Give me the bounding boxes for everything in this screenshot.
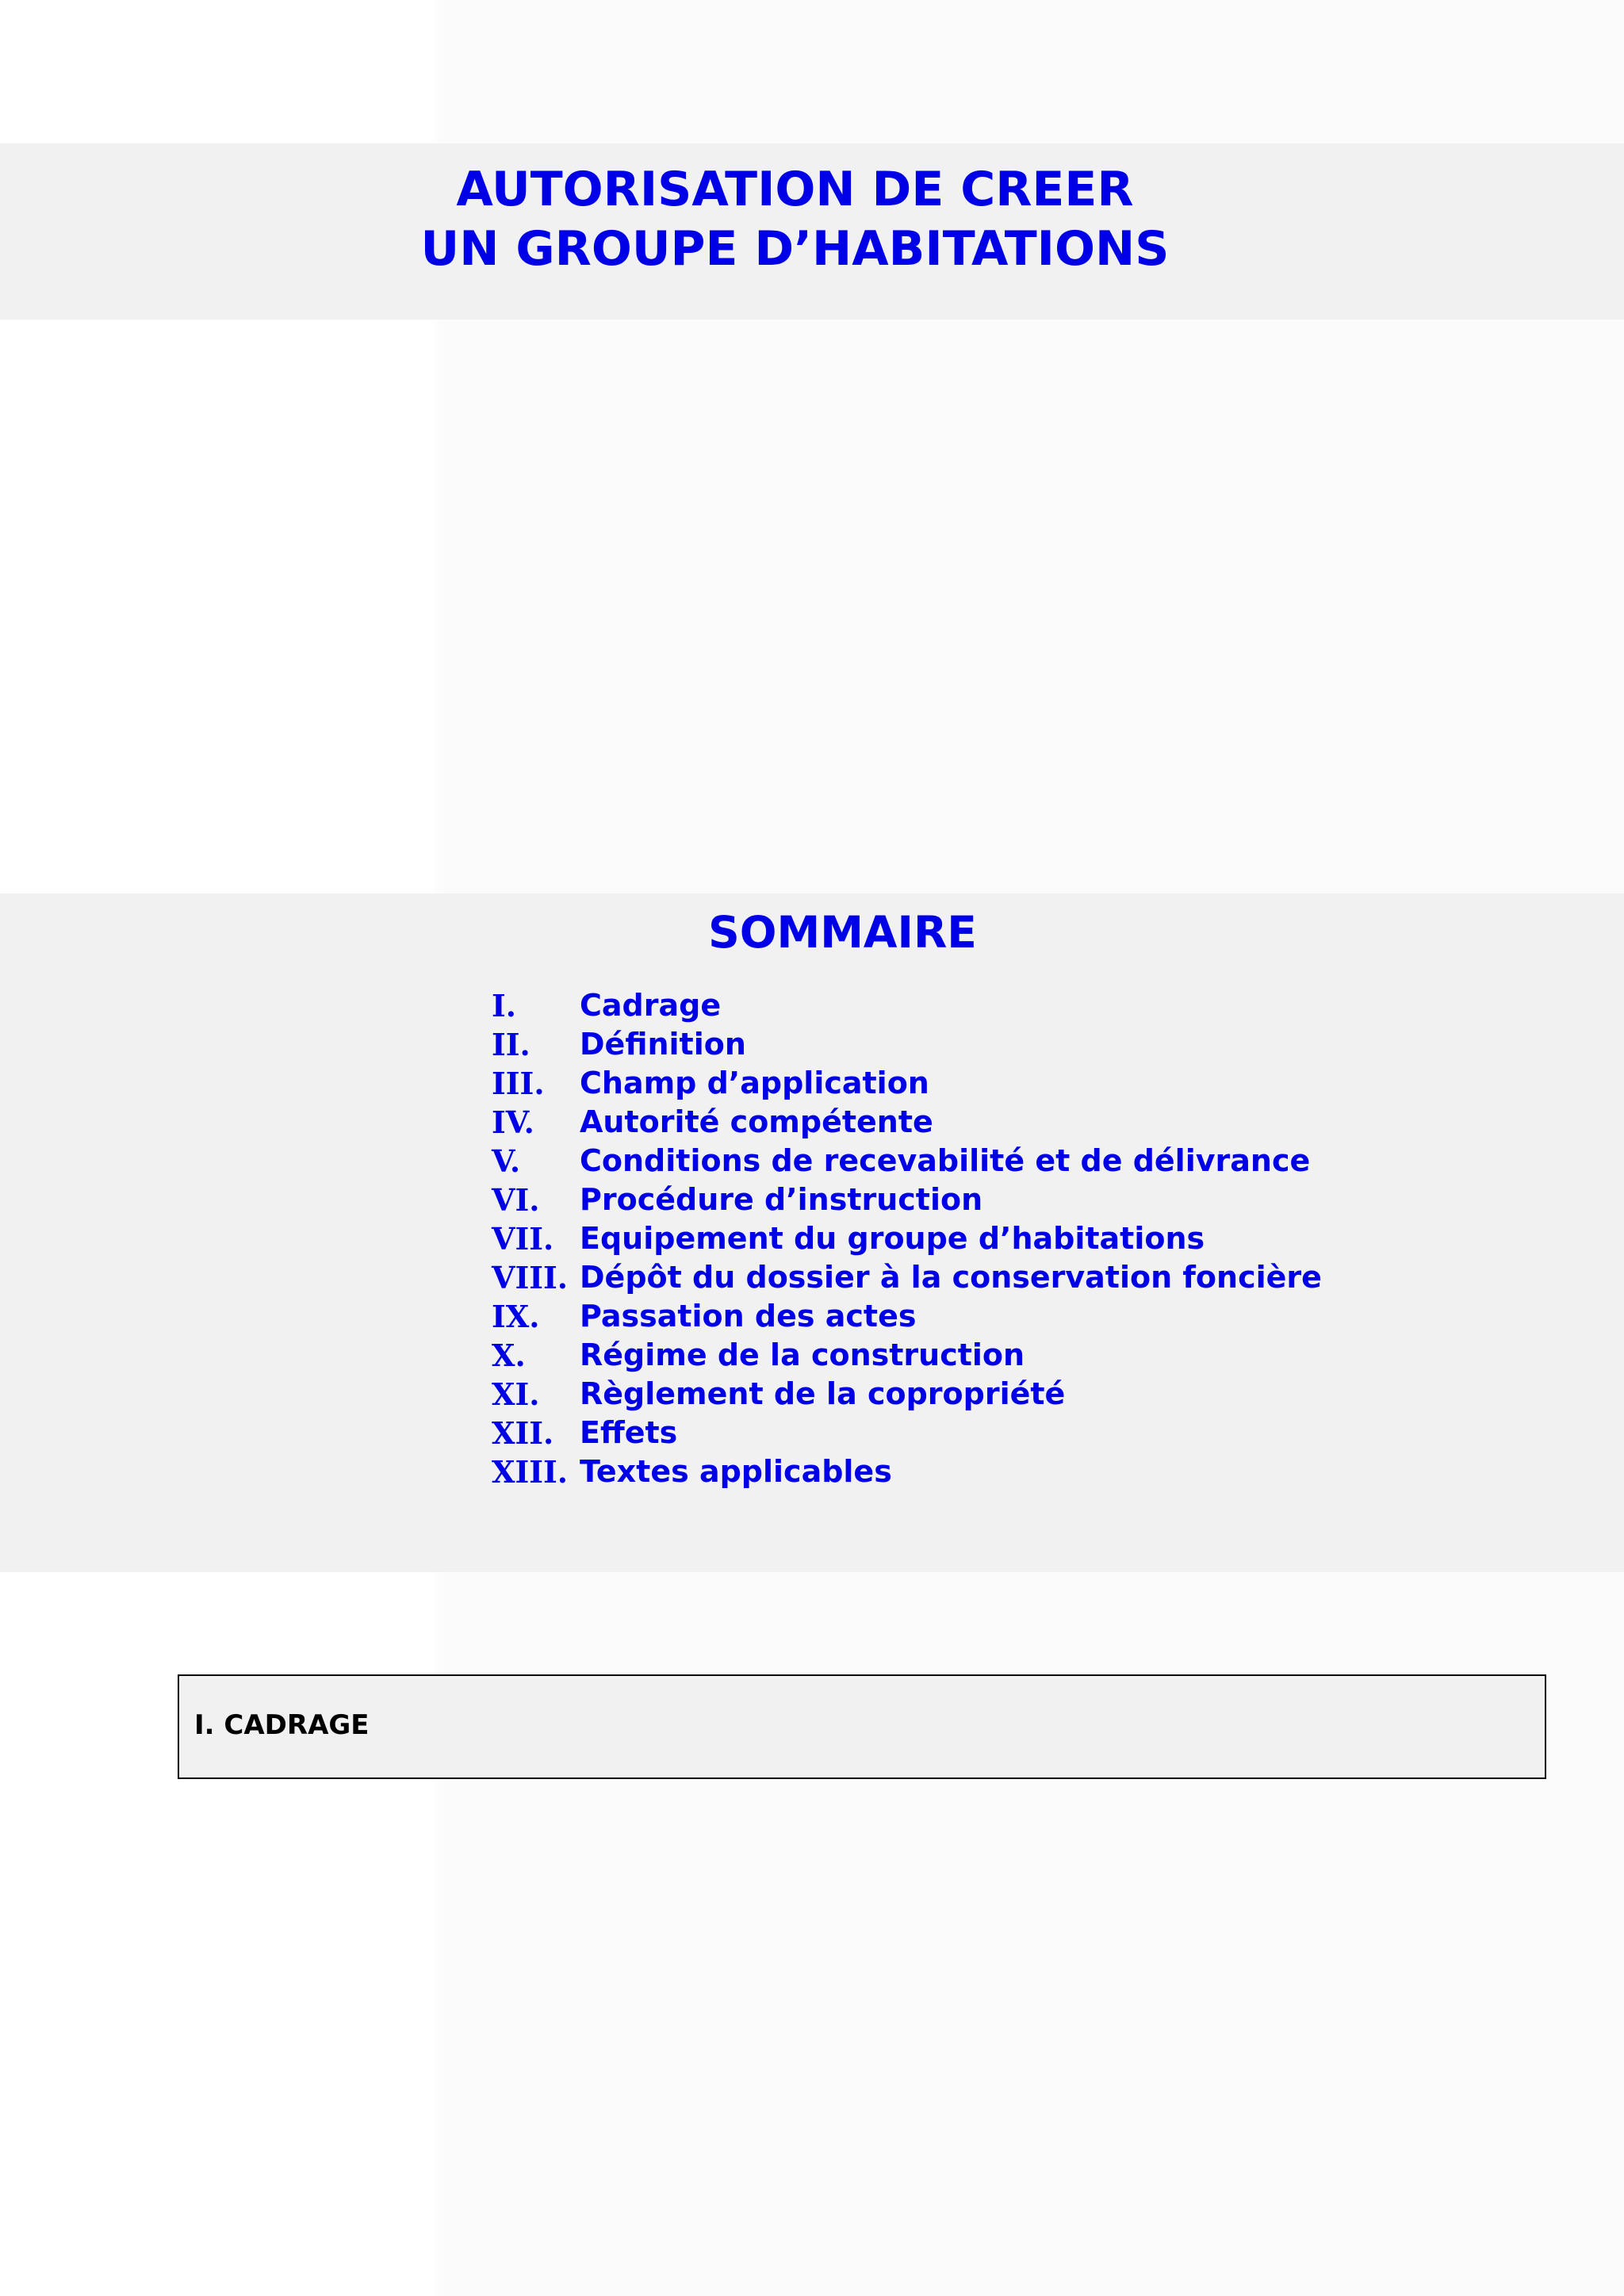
summary-item-label: Conditions de recevabilité et de délivrance — [580, 1143, 1311, 1178]
summary-item-number: XIII. — [492, 1454, 569, 1490]
summary-item-label: Procédure d’instruction — [580, 1182, 983, 1217]
summary-item-number: II. — [492, 1027, 530, 1062]
summary-item-number: IX. — [492, 1299, 540, 1334]
section-heading: I. CADRAGE — [194, 1709, 370, 1741]
summary-item-label: Equipement du groupe d’habitations — [580, 1221, 1205, 1256]
summary-item-label: Dépôt du dossier à la conservation foncière — [580, 1260, 1322, 1295]
summary-item-label: Régime de la construction — [580, 1337, 1025, 1372]
summary-item-number: V. — [492, 1143, 521, 1179]
document-title-line-2: UN GROUPE D’HABITATIONS — [420, 221, 1170, 277]
summary-item-label: Passation des actes — [580, 1299, 917, 1334]
summary-item-number: I. — [492, 988, 517, 1024]
section-heading-box — [178, 1674, 1546, 1779]
summary-item-number: III. — [492, 1066, 545, 1101]
summary-item-number: X. — [492, 1337, 526, 1373]
summary-item-number: VIII. — [492, 1260, 569, 1295]
summary-item-label: Cadrage — [580, 988, 722, 1023]
summary-item-label: Effets — [580, 1415, 678, 1450]
summary-item-label: Définition — [580, 1027, 746, 1062]
document-title-line-1: AUTORISATION DE CREER — [456, 162, 1134, 217]
summary-item-number: VI. — [492, 1182, 540, 1218]
summary-item-number: XII. — [492, 1415, 554, 1451]
summary-item-label: Autorité compétente — [580, 1104, 933, 1139]
summary-item-number: VII. — [492, 1221, 554, 1257]
summary-item-label: Champ d’application — [580, 1066, 929, 1100]
summary-heading: SOMMAIRE — [708, 907, 977, 958]
summary-item-number: XI. — [492, 1376, 540, 1412]
summary-item-number: IV. — [492, 1104, 534, 1140]
summary-item-label: Textes applicables — [580, 1454, 892, 1489]
summary-item-label: Règlement de la copropriété — [580, 1376, 1066, 1411]
